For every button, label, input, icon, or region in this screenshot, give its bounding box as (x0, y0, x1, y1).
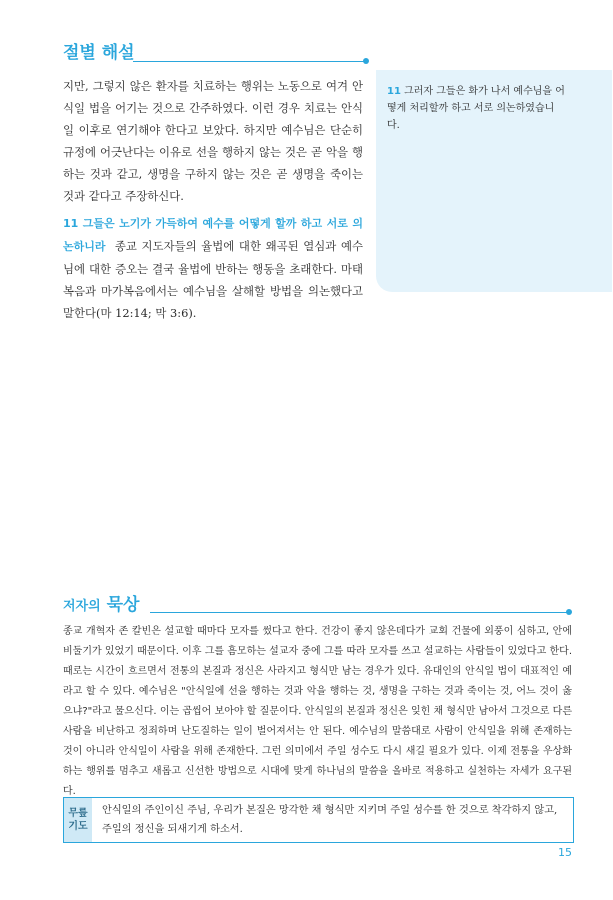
commentary-title-rule (133, 61, 366, 62)
meditation-title-big: 묵상 (106, 595, 140, 615)
prayer-box (63, 797, 574, 843)
meditation-heading (63, 597, 139, 614)
prayer-label (64, 798, 92, 842)
modern-translation-verse: 그러자 그들은 화가 나서 예수님을 어떻게 처리할까 하고 서로 의논하였습니다. (387, 86, 565, 131)
commentary-body (63, 75, 363, 324)
meditation-paragraph: 종교 개혁자 존 칼빈은 설교할 때마다 모자를 썼다고 한다. 건강이 좋지 않은데다가 교회 건물에 외풍이 심하고, 안에 비둘기가 있었기 때문이다. 이후 그를 흠모하는 설교자 중에 그를 따라 모자를 쓰고 설교하는 사람들이 있었다고 한다. 때로는 시간이 흐르면서 전통의 본질과 정신은 사라지고 형식만 남는 경우가 있다. 유대인의 안식일 법이 대표적인 예라고 할 수 있다. 예수님은 "안식일에 선을 행하는 것과 악을 행하는 것, 생명을 구하는 것과 죽이는 것, 어느 것이 옳으냐?"라고 물으신다. 이는 곱씹어 보아야 할 질문이다. 안식일의 본질과 정신은 잊힌 채 형식만 남아서 그것으로 다른 사람을 비난하고 정죄하며 난도질하는 일이 벌어져서는 안 된다. 예수님의 말씀대로 사람이 안식일을 위해 존재하는 것이 아니라 안식일이 사람을 위해 존재한다. 그런 의미에서 주일 성수도 다시 새길 필요가 있다. 이제 전통을 우상화하는 행위를 멈추고 새롭고 신선한 방법으로 시대에 맞게 하나님의 말씀을 올바로 적용하고 실천하는 자세가 요구된다. (63, 626, 572, 797)
meditation-title-small: 저자의 (63, 599, 101, 614)
modern-translation-box (376, 70, 612, 292)
verse-number: 11 (387, 86, 401, 97)
prayer-label-line1: 무릎 (68, 808, 88, 819)
commentary-title: 절별 해설 (63, 43, 135, 63)
modern-translation-text (387, 83, 567, 134)
meditation-title (63, 597, 139, 614)
prayer-text: 안식일의 주인이신 주님, 우리가 본질은 망각한 채 형식만 지키며 주일 성수를 한 것으로 착각하지 않고, 주일의 정신을 되새기게 하소서. (102, 805, 558, 835)
commentary-paragraph-2: 종교 지도자들의 율법에 대한 왜곡된 열심과 예수님에 대한 증오는 결국 율법에 반하는 행동을 초래한다. 마태복음과 마가복음에서는 예수님을 살해할 방법을 의논했다고 말한다(마 12:14; 막 3:6). (63, 239, 363, 320)
commentary-heading (63, 45, 135, 62)
meditation-body (63, 622, 572, 802)
prayer-label-line2: 기도 (68, 821, 88, 832)
commentary-paragraph: 지만, 그렇지 않은 환자를 치료하는 행위는 노동으로 여겨 안식일 법을 어기는 것으로 간주하였다. 이런 경우 치료는 안식일 이후로 연기해야 한다고 보았다. 하지만 예수님은 단순히 규정에 어긋난다는 이유로 선을 행하지 않는 것은 곧 악을 행하는 것과 같고, 생명을 구하지 않는 것은 곧 생명을 죽이는 것과 같다고 주장하신다. (63, 79, 363, 203)
meditation-title-rule (150, 612, 569, 613)
commentary-verse-paragraph (63, 212, 363, 324)
verse-highlight: 11 그들은 노기가 가득하여 예수를 어떻게 할까 하고 서로 의논하니라 (63, 217, 363, 253)
page-number: 15 (558, 846, 572, 859)
